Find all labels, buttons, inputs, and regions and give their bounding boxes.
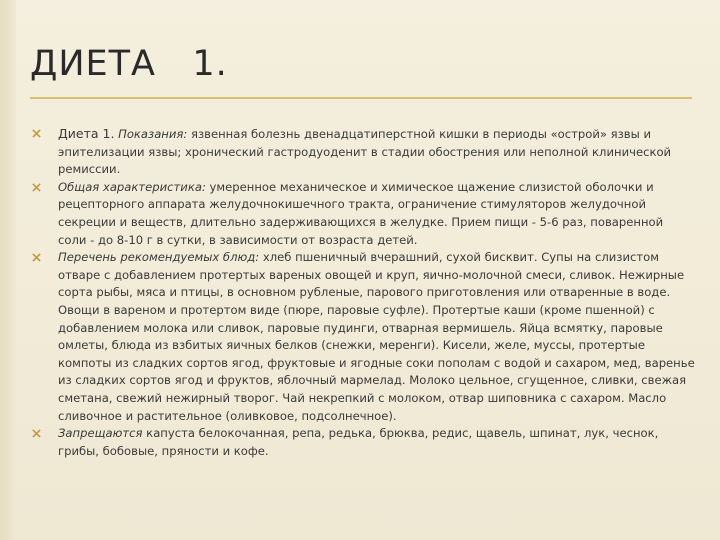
title-underline <box>30 97 692 99</box>
list-item-general-characteristics <box>30 179 695 249</box>
x-bullet-icon <box>32 129 41 138</box>
list-item-indications <box>30 125 695 179</box>
left-decorative-bar <box>0 0 16 540</box>
bullet-list <box>30 125 695 460</box>
item-text: умеренное механическое и химическое щажение слизистой оболочки и рецепторного аппарата желудочнокишечного тракта, ограничение стимуляторов желудочной секреции и веществ, длительно задерживающихся в желудке. Прием пищи - 5-6 раз, поваренной соли - до 8-10 г в сутки, в зависимости от возраста детей. <box>58 179 664 247</box>
x-bullet-icon <box>32 429 41 438</box>
item-label: Показания: <box>118 127 188 141</box>
item-label: Перечень рекомендуемых блюд: <box>58 250 260 265</box>
x-bullet-icon <box>32 253 41 262</box>
item-text: капуста белокочанная, репа, редька, брюква, редис, щавель, шпинат, лук, чеснок, грибы, бобовые, пряности и кофе. <box>58 426 659 458</box>
item-label: Общая характеристика: <box>58 179 206 194</box>
list-item-prohibited <box>30 425 695 460</box>
item-text: язвенная болезнь двенадцатиперстной кишки в периоды «острой» язвы и эпителизации язвы; хронический гастродуоденит в стадии обострения или неполной клинической ремиссии. <box>58 127 672 177</box>
item-text: хлеб пшеничный вчерашний, сухой бисквит. Супы на слизистом отваре с добавлением протертых вареных овощей и круп, яично-молочной смеси, сливок. Нежирные сорта рыбы, мяса и птицы, в основном рубленые, парового приготовления или отваренные в воде. Овощи в вареном и протертом виде (пюре, паровые суфле). Протертые каши (кроме пшенной) с добавлением молока или сливок, паровые пудинги, отварная вермишель. Яйца всмятку, паровые омлеты, блюда из взбитых яичных белков (снежки, меренги). Кисели, желе, муссы, протертые компоты из сладких сортов ягод, фруктовые и ягодные соки пополам с водой и сахаром, мед, варенье из сладких сортов ягод и фруктов, яблочный мармелад. Молоко цельное, сгущенное, сливки, свежая сметана, свежий нежирный творог. Чай некрепкий с молоком, отвар шиповника с сахаром. Масло сливочное и растительное (оливковое, подсолнечное). <box>58 250 695 423</box>
x-bullet-icon <box>32 183 41 192</box>
diet-label: Диета 1. <box>58 126 115 141</box>
list-item-recommended-dishes <box>30 249 695 425</box>
item-label: Запрещаются <box>58 426 143 441</box>
slide-title: ДИЕТА 1. <box>30 44 228 84</box>
